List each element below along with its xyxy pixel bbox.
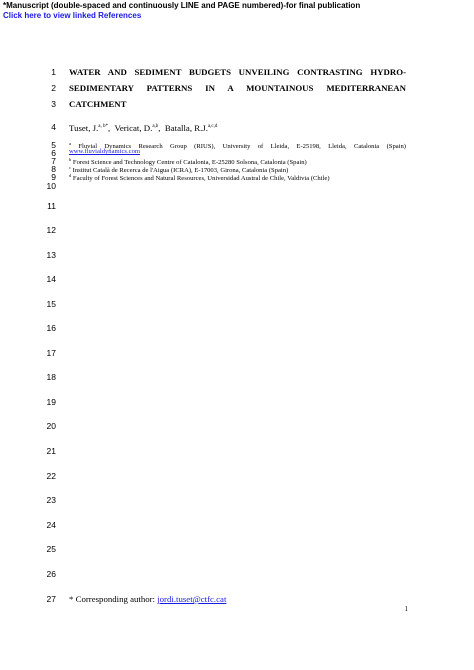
paper-title-line-3: CATCHMENT: [69, 99, 127, 109]
affiliation-text: Forest Science and Technology Centre of Catalonia, E-25280 Solsona, Catalonia (Spain): [72, 159, 307, 166]
line-number: 9: [51, 172, 56, 182]
website-link[interactable]: www.fluvialdynamics.com: [69, 148, 140, 155]
paper-title-line-2: SEDIMENTARY PATTERNS IN A MOUNTAINOUS MEDITERRANEAN: [69, 83, 406, 93]
line-number: 18: [46, 372, 56, 382]
email-link[interactable]: jordi.tuset@ctfc.cat: [157, 594, 227, 604]
affiliation-mark: c: [69, 165, 71, 170]
line-number: 25: [46, 544, 56, 554]
line-number: 5: [51, 140, 56, 150]
line-number: 8: [51, 164, 56, 174]
author-affiliation-mark: a, b*: [98, 124, 108, 129]
line-number: 26: [46, 569, 56, 579]
line-number: 22: [46, 471, 56, 481]
line-number: 1: [51, 67, 56, 77]
author-affiliation-mark: a,c,d: [207, 124, 218, 129]
affiliation-mark: b: [69, 157, 72, 162]
affiliation-mark: a: [69, 141, 71, 146]
line-number: 20: [46, 421, 56, 431]
line-number: 27: [46, 594, 56, 604]
line-number: 7: [51, 156, 56, 166]
affiliation-d: [69, 172, 406, 183]
line-number: 3: [51, 99, 56, 109]
affiliation-text: Faculty of Forest Sciences and Natural Resources, Universidad Austral de Chile, Valdivia (Chile): [72, 175, 330, 182]
line-number: 21: [46, 446, 56, 456]
line-number: 10: [46, 181, 56, 191]
line-number: 19: [46, 397, 56, 407]
author-name: Batalla, R.J.: [164, 123, 208, 133]
view-references-link[interactable]: Click here to view linked References: [3, 11, 142, 20]
line-number: 24: [46, 520, 56, 530]
line-number: 17: [46, 348, 56, 358]
line-number: 11: [47, 201, 56, 211]
line-number: 6: [51, 148, 56, 158]
line-number: 14: [46, 274, 56, 284]
line-number: 15: [46, 299, 56, 309]
line-number: 2: [51, 83, 56, 93]
line-number: 13: [46, 250, 56, 260]
line-number: 4: [51, 122, 56, 132]
author-affiliation-mark: a,b: [152, 124, 159, 129]
affiliation-url-line: [69, 148, 406, 156]
author-name: Tuset, J.: [69, 123, 99, 133]
author-list: Tuset, J.$^{a, b*}$, Vericat, D.$^{a,b}$, Batalla, R.J.$^{a,c,d}$: [69, 123, 218, 133]
affiliation-text: Fluvial Dynamics Research Group (RIUS), University of Lleida, E-25198, Lleida, Catalonia (Spain): [78, 143, 406, 150]
paper-title-line-1: WATER AND SEDIMENT BUDGETS UNVEILING CONTRASTING HYDRO-: [69, 67, 406, 77]
banner-title: *Manuscript (double-spaced and continuously LINE and PAGE numbered)-for final publication: [3, 1, 361, 10]
corresponding-author: [69, 594, 226, 604]
line-number: 16: [46, 323, 56, 333]
line-number: 23: [46, 495, 56, 505]
page-number: 1: [404, 605, 408, 613]
author-name: Vericat, D.: [114, 123, 153, 133]
manuscript-banner: [3, 1, 360, 21]
affiliation-text: Institut Català de Recerca de l'Aigua (ICRA), E-17003, Girona, Catalonia (Spain): [72, 167, 289, 174]
affiliation-mark: d: [69, 173, 72, 178]
line-number: 12: [46, 225, 56, 235]
corresponding-label: * Corresponding author:: [69, 594, 156, 604]
